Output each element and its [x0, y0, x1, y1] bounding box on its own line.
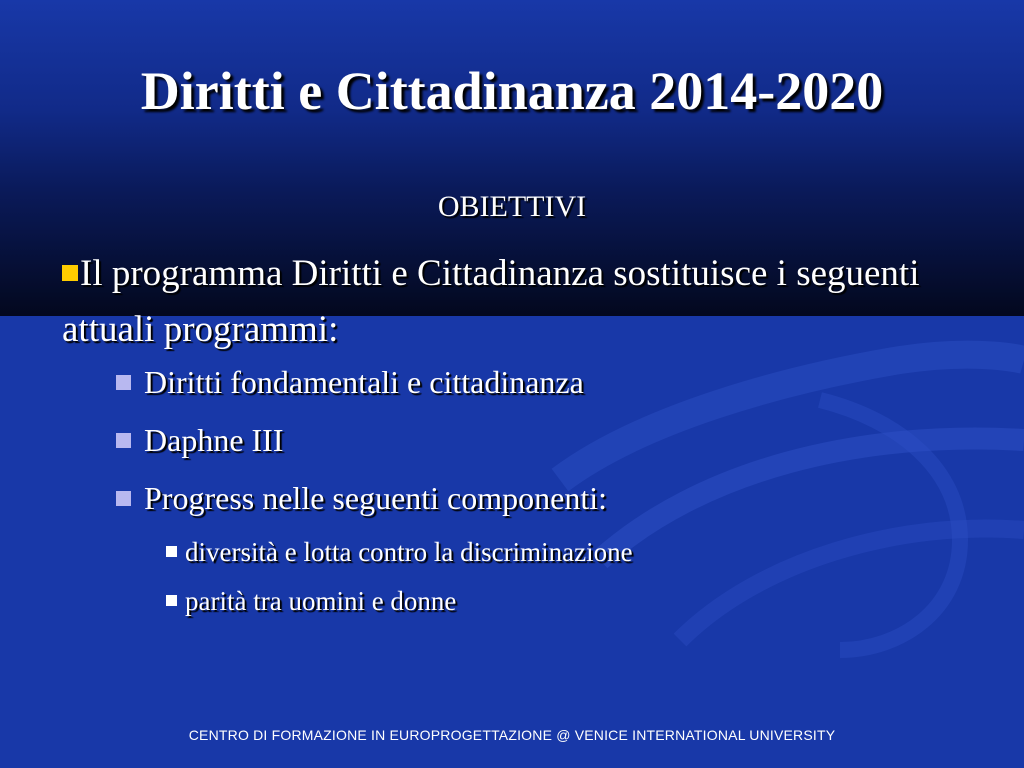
square-bullet-icon: [116, 433, 131, 448]
square-bullet-icon: [166, 546, 177, 557]
intro-bullet: [62, 246, 972, 358]
square-bullet-icon: [116, 491, 131, 506]
list-item: [166, 586, 456, 617]
component-label: diversità e lotta contro la discriminazione: [185, 537, 633, 567]
list-item: [116, 364, 584, 401]
slide-subtitle: OBIETTIVI: [437, 190, 587, 223]
intro-text: Il programma Diritti e Cittadinanza sostituisce i seguenti attuali programmi:: [62, 253, 920, 350]
square-bullet-icon: [166, 595, 177, 606]
program-label: Progress nelle seguenti componenti:: [144, 480, 608, 516]
yellow-square-bullet-icon: [62, 265, 78, 281]
program-label: Daphne III: [144, 422, 284, 458]
slide-footer: CENTRO DI FORMAZIONE IN EUROPROGETTAZIONE @ VENICE INTERNATIONAL UNIVERSITY: [188, 727, 836, 743]
component-label: parità tra uomini e donne: [185, 586, 457, 616]
list-item: [166, 537, 633, 568]
square-bullet-icon: [116, 375, 131, 390]
list-item: [116, 480, 607, 517]
list-item: [116, 422, 283, 459]
program-label: Diritti fondamentali e cittadinanza: [144, 364, 584, 400]
slide-title: Diritti e Cittadinanza 2014-2020: [140, 61, 884, 121]
